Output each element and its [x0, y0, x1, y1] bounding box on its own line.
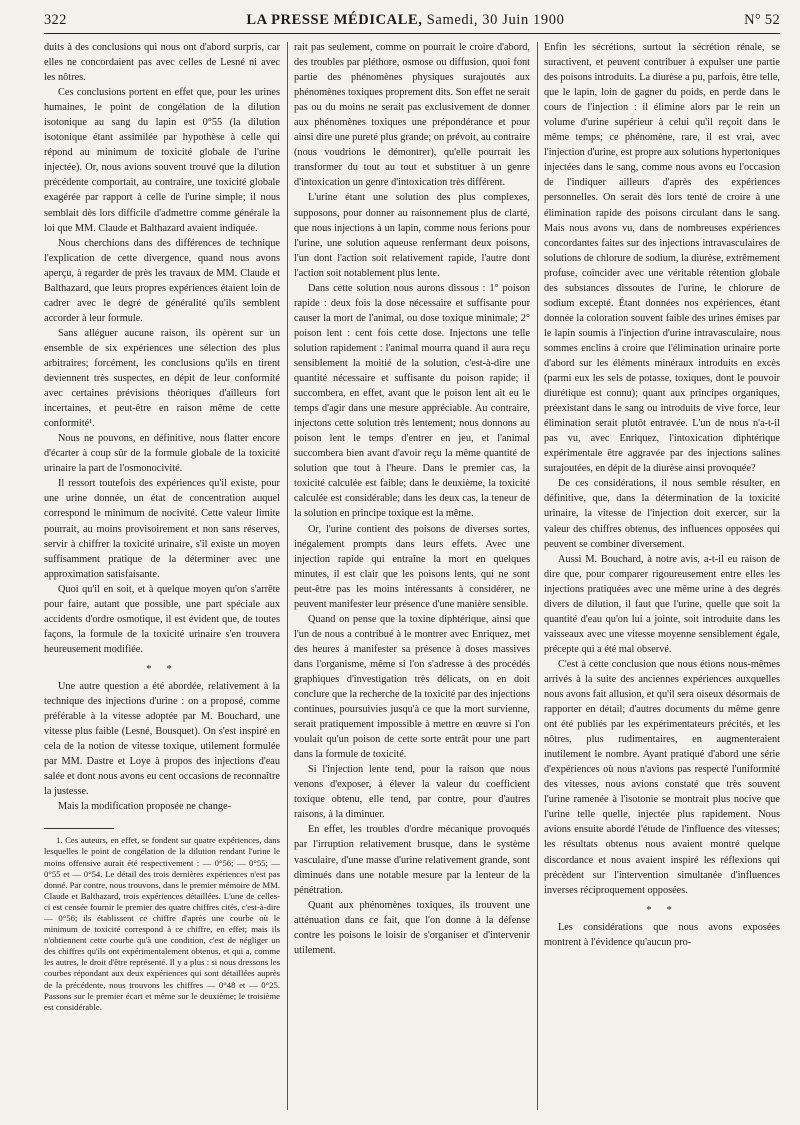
body-paragraph: Dans cette solution nous aurons dissous : 1° poison rapide : deux fois la dose nécessaire et suffisante pour causer la mort de l'animal, ou dose toxique minimale; 2° poison lent : cent fois cette dose. Injectons une telle solution rapidement : l'animal mourra quand il aura reçu sensiblement la moitié de la solution, c'est-à-dire une quantité nécessaire et suffisante du poison rapide; il succombera, en effet, avant que le poison lent ait eu le temps d'agir dans une mesure appréciable. Au contraire, injectons cette solution très lentement; nous donnons au poison lent le temps d'entrer en jeu, et l'animal succombera bien avant d'avoir reçu la même quantité de solution que tout à l'heure. Dans le premier cas, la toxicité calculée est faible; dans le deuxième, la toxicité calculée est considérable; dans les deux cas, la teneur de la solution en principe toxique est la même. — [294, 282, 530, 520]
body-paragraph: rait pas seulement, comme on pourrait le croire d'abord, des troubles par pléthore, osmose ou diffusion, quoi font partie des phénomènes physiques surajoutés aux phénomènes toxiques proprement dits. Son effet ne serait pas ou du moins ne serait pas exclusivement de donner aux phénomènes toxiques une prépondérance et pour ainsi dire une pureté plus grande; on prévoit, au contraire (nous voudrions le démontrer), qu'elle pourrait les transformer du tout au tout et substituer à un genre d'intoxication un genre d'intoxication très différent. — [294, 42, 530, 189]
body-paragraph: Enfin les sécrétions, surtout la sécrétion rénale, se suractivent, et peuvent contribuer à expulser une partie des poisons introduits. La diurèse a pu, parfois, être telle, que le lapin, loin de gagner du poids, en perde dans le cours de l'injection : il élimine alors par le rein un volume d'urine supérieur à celui qu'il reçoit dans le même temps; ce phénomène, rare, il est vrai, avec l'injection d'urine, est propre aux solutions hypertoniques injectées dans le sang, comme nous avons eu l'occasion de l'indiquer ailleurs d'après des expériences personnelles. On serait dès lors tenté de croire à une élimination rapide des poisons circulant dans le sang. Mais nous avons vu, dans de nombreuses expériences concordantes faites sur des injections intravasculaires de solutions de chlorure de sodium, la diurèse, extrêmement profuse, coïncider avec une véritable rétention globale des substances dissoutes de l'urine, le chlorure de sodium excepté. Étant données nos expériences, étant donnée la coloration souvent faible des urines émises par le lapin soumis à l'injection d'urine intravasculaire, nous sommes enclins à croire que l'élimination urinaire porte d'abord sur les éléments minéraux introduits en excès (parmi eux les sels de potasse, toxiques, dont le pouvoir diurétique est connu); quant aux principes organiques, préexistant dans le sang ou introduits de vive force, leur élimination serait plutôt entravée. L'un de nous n'a-t-il pas vu, avec Enriquez, l'intoxication diphtérique expérimentale être aggravée par des injections salines surajoutées, en dépit de la diurèse ainsi provoquée? — [544, 42, 780, 475]
body-paragraph: Quoi qu'il en soit, et à quelque moyen qu'on s'arrête pour faire, autant que possible, une part spéciale aux accidents d'ordre osmotique, il est évident que, de toutes façons, la formule de la toxicité urinaire s'en trouvera heureusement modifiée. — [44, 583, 280, 655]
issue-number: N° 52 — [744, 12, 780, 28]
column-2 — [294, 40, 530, 1110]
body-paragraph: Sans alléguer aucune raison, ils opèrent sur un ensemble de six expériences une sélection des plus arbitraires; forcément, les conclusions qu'ils en tirent deviennent très suspectes, en dépit de leur conformité avec certaines prévisions théoriques d'ailleurs fort incertaines, et peut-être en raison même de cette conformité¹. — [44, 327, 280, 430]
page-number: 322 — [44, 12, 67, 28]
column-rule — [537, 42, 538, 1110]
body-paragraph: L'urine étant une solution des plus complexes, supposons, pour donner au raisonnement plus de clarté, que nous injections à un lapin, comme nous ferions pour l'urine, une solution aqueuse renfermant deux poisons, l'un dont l'action soit relativement rapide, l'autre dont l'action soit notablement plus lente. — [294, 192, 530, 279]
running-header — [44, 12, 780, 34]
column-rule — [287, 42, 288, 1110]
text-columns — [44, 40, 780, 1110]
journal-name: LA PRESSE MÉDICALE, — [246, 12, 423, 28]
body-paragraph: Nous cherchions dans des différences de technique l'explication de cette divergence, quand nous avons aperçu, à regarder de près les travaux de MM. Claude et Balthazard, que leurs propres expériences étaient loin de cadrer avec le degré de généralité qu'ils semblent accorder à leur formule. — [44, 237, 280, 324]
body-paragraph: En effet, les troubles d'ordre mécanique provoqués par l'irruption relativement brusque, dans le système vasculaire, d'une masse d'urine relativement grande, sont diminués dans une notable mesure par la lenteur de la pénétration. — [294, 824, 530, 896]
column-3 — [544, 40, 780, 1110]
journal-title — [246, 12, 564, 29]
body-paragraph: De ces considérations, il nous semble résulter, en définitive, que, dans la détermination de la toxicité urinaire, la vitesse de l'injection doit exercer, sur la valeur des chiffres obtenus, des influences opposées qui peuvent se combiner diversement. — [544, 478, 780, 550]
body-paragraph: C'est à cette conclusion que nous étions nous-mêmes arrivés à la suite des anciennes expériences auxquelles nous avons fait allusion, et qu'il sera oiseux désormais de rapporter en détail; d'autres documents du même genre ont été publiés par les expérimentateurs précités, et les nôtres, plus rudimentaires, en augmenteraient inutilement le nombre. Ayant pratiqué d'abord une série d'expériences où nous n'avions pas respecté l'uniformité des vitesses, nous avions constaté que très souvent l'urine ramenée à l'isotonie se montrait plus nocive que l'urine telle quelle, injectée plus rapidement. Nous avions ensuite abordé l'étude de l'influence des vitesses; les résultats obtenus nous avaient montré quelque discordance et nous avaient inspiré les réflexions qui précèdent sur l'intervention simultanée d'influences inverses réciproquement opposées. — [544, 658, 780, 896]
body-paragraph: Quant aux phénomènes toxiques, ils trouvent une atténuation dans ce fait, que l'on donne à la défense contre les poisons le loisir de s'organiser et d'intervenir utilement. — [294, 899, 530, 956]
footnote: 1. Ces auteurs, en effet, se fondent sur quatre expériences, dans lesquelles le point de congélation de la dilution rendant l'urine le moins offensive aurait été respectivement : — 0°56; — 0°55; — 0°55 et — 0°54. Le détail des trois dernières expériences n'est pas donné. Par contre, nous trouvons, dans le premier mémoire de MM. Claude et Balthazard, trois expériences détaillées. L'une de celles-ci est censée fournir le premier des quatre chiffres cités, c'est-à-dire — 0°56; ils établissent ce chiffre d'après une courbe où le minimum de toxicité correspond à ce chiffre, en effet; mais ils n'obtiennent cette courbe qu'à une condition, c'est de négliger un des chiffres qu'ils ont expérimentalement obtenus, et qui a, comme les autres, le droit d'être représenté. Il y a plus : si nous dressons les courbes répondant aux deux expériences qui sont détaillées auprès de la précédente, nous trouvons les chiffres — 0°48 et — 0°25. Passons sur le premier écart et même sur le deuxième; le troisième est considérable. — [44, 835, 280, 1012]
footnote-rule — [44, 828, 114, 829]
section-asterism: * * — [646, 903, 678, 916]
body-paragraph: duits à des conclusions qui nous ont d'abord surpris, car elles ne concordaient pas avec celles de Lesné ni avec les nôtres. — [44, 42, 280, 84]
body-paragraph: Nous ne pouvons, en définitive, nous flatter encore d'écarter à coup sûr de la formule globale de la toxicité urinaire la part de l'osmonocivité. — [44, 433, 280, 475]
body-paragraph: Quand on pense que la toxine diphtérique, ainsi que l'un de nous a contribué à le montrer avec Enriquez, met des heures à manifester sa présence à doses massives dans l'organisme, même si l'on s'adresse à des procédés graphiques d'investigation très délicats, on en doit conclure que la recherche de la toxicité par des injections continues, poursuivies jusqu'à ce que la mort survienne, serait pratiquement impossible à mettre en œuvre si l'on voulait qu'un poison de cette sorte entrât pour une part dans la formule de toxicité. — [294, 613, 530, 761]
body-paragraph: Les considérations que nous avons exposées montrent à l'évidence qu'aucun pro- — [544, 921, 780, 948]
body-paragraph: Si l'injection lente tend, pour la raison que nous venons d'exposer, à élever la valeur du coefficient toxique obtenu, elle tend, par contre, pour d'autres raisons, à la diminuer. — [294, 764, 530, 821]
column-1 — [44, 40, 280, 1110]
body-paragraph: Mais la modification proposée ne change- — [58, 801, 231, 813]
body-paragraph: Or, l'urine contient des poisons de diverses sortes, inégalement prompts dans leurs effets. Avec une injection rapide qui entraîne la mort en quelques minutes, il est clair que les poisons lents, qui ne sont peut-être pas les moins intéressants à considérer, ne peuvent manifester leur présence d'une manière sensible. — [294, 523, 530, 610]
body-paragraph: Aussi M. Bouchard, à notre avis, a-t-il eu raison de dire que, pour comparer rigoureusement entre elles les injections pratiquées avec une même urine à des degrés divers de dilution, il faut que l'urine, quelle que soit la quantité d'eau qu'on lui a jointe, soit introduite dans les vaisseaux avec une vitesse moyenne sensiblement égale, précepte qui a été mal observé. — [544, 553, 780, 655]
body-paragraph: Il ressort toutefois des expériences qu'il existe, pour une urine donnée, un état de concentration auquel correspond le minimum de nocivité. Cette valeur limite pourrait, au moins provisoirement et non sans réserves, servir à chiffrer la toxicité urinaire, s'il existe un moyen suffisamment pratique de la déterminer avec une approximation satisfaisante. — [44, 478, 280, 580]
body-paragraph: Ces conclusions portent en effet que, pour les urines humaines, le point de congélation de la dilution isotonique au sang du lapin est 0°55 (la dilution isotonique étant assimilée par hypothèse à celle qui répond au minimum de toxicité globale de l'urine injectée). Or, nous avions souvent trouvé que la dilution précédente comportait, au contraire, une toxicité globale exagérée par rapport à celle de l'urine simple; il nous semblait dès lors difficile d'admettre comme générale la loi que MM. Claude et Balthazard avaient indiquée. — [44, 87, 280, 234]
issue-date: Samedi, 30 Juin 1900 — [426, 12, 565, 28]
section-asterism: * * — [146, 662, 178, 675]
body-paragraph: Une autre question a été abordée, relativement à la technique des injections d'urine : on a proposé, comme préférable à la vitesse adoptée par M. Bouchard, une vitesse plus faible (Lesné, Bousquet). On s'est inspiré en cela de la notion de vitesse toxique, utilement formulée par MM. Dastre et Loye à propos des injections d'eau salée et dont nous avons eu cent occasions de reconnaître la justesse. — [44, 680, 280, 798]
